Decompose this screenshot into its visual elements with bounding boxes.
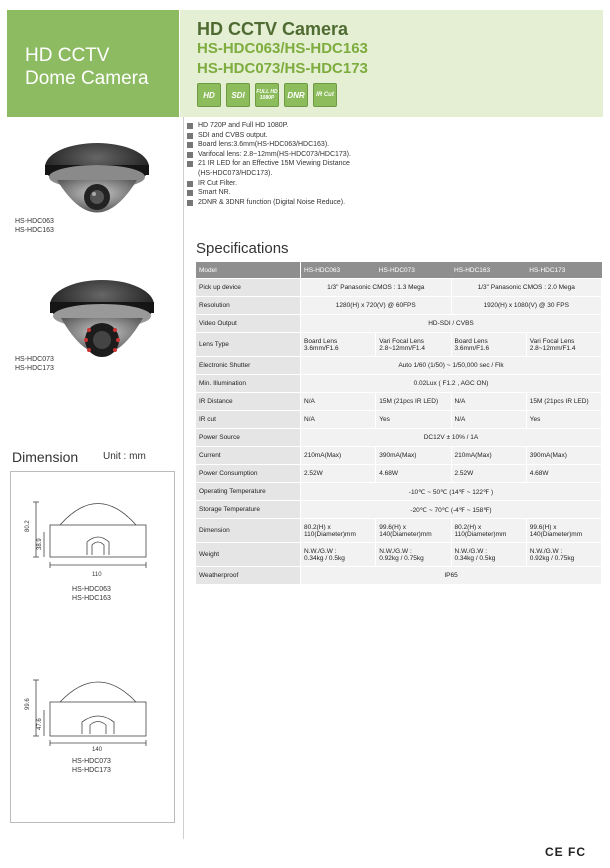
dome-camera-073-image <box>45 272 160 377</box>
dimension-labels-073: HS-HDC073 HS-HDC173 <box>72 758 111 774</box>
dim-inner-label: 38.9 <box>37 538 43 550</box>
sdi-badge-icon: SDI <box>226 83 250 107</box>
dimension-unit: Unit : mm <box>103 451 146 462</box>
feature-item: 2DNR & 3DNR function (Digital Noise Reduce). <box>187 198 351 208</box>
table-row: Electronic Shutter Auto 1/60 (1/50) ~ 1/50,000 sec / Flk <box>196 357 602 375</box>
dim-height-label: 80.2 <box>25 520 31 532</box>
table-row: Video Output HD-SDI / CVBS <box>196 315 602 333</box>
ce-fcc-certification-icon: CE FC <box>545 845 586 859</box>
feature-item: Smart NR. <box>187 188 351 198</box>
header-right-panel <box>180 10 603 117</box>
table-row: Storage Temperature -20℃ ~ 70℃ (-4℉ ~ 158℉) <box>196 501 602 519</box>
model-list-1: HS-HDC063/HS-HDC163 <box>197 40 368 57</box>
specifications-title: Specifications <box>196 240 289 257</box>
header-left-line2: Dome Camera <box>25 68 149 89</box>
table-row: Lens Type Board Lens 3.6mm/F1.6 Vari Focal Lens 2.8~12mm/F1.4 Board Lens 3.6mm/F1.6 Vari Focal Lens 2.8~12mm/F1.4 <box>196 333 602 357</box>
table-row: Pick up device 1/3" Panasonic CMOS : 1.3 Mega 1/3" Panasonic CMOS : 2.0 Mega <box>196 279 602 297</box>
dimension-title: Dimension <box>12 449 79 465</box>
product-labels-063: HS-HDC063 HS-HDC163 <box>15 218 54 234</box>
table-header-row: Model HS-HDC063 HS-HDC073 HS-HDC163 HS-HDC173 <box>196 262 602 279</box>
table-row: Current 210mA(Max) 390mA(Max) 210mA(Max) 390mA(Max) <box>196 447 602 465</box>
feature-badges <box>197 83 337 107</box>
ircut-badge-icon: IR Cut <box>313 83 337 107</box>
header-left-title <box>25 44 149 90</box>
table-row: IR Distance N/A 15M (21pcs IR LED) N/A 15M (21pcs IR LED) <box>196 393 602 411</box>
dnr-badge-icon: DNR <box>284 83 308 107</box>
hd-badge-icon: HD <box>197 83 221 107</box>
header-left-panel <box>7 10 179 117</box>
table-row: Resolution 1280(H) x 720(V) @ 60FPS 1920(H) x 1080(V) @ 30 FPS <box>196 297 602 315</box>
specifications-table <box>196 262 602 585</box>
dim-width-label: 110 <box>92 572 102 578</box>
model-list-2: HS-HDC073/HS-HDC173 <box>197 60 368 77</box>
dim-width-label: 140 <box>92 747 103 753</box>
dome-camera-063-image <box>40 135 155 235</box>
dimension-drawing-063 <box>20 492 160 582</box>
dimension-labels-063: HS-HDC063 HS-HDC163 <box>72 586 111 602</box>
feature-item: Board lens:3.6mm(HS-HDC063/HDC163). <box>187 140 351 150</box>
table-row: Power Consumption 2.52W 4.68W 2.52W 4.68W <box>196 465 602 483</box>
feature-item: SDI and CVBS output. <box>187 131 351 141</box>
table-row: Power Source DC12V ± 10% / 1A <box>196 429 602 447</box>
feature-item-continued: (HS-HDC073/HDC173). <box>198 169 273 177</box>
dim-height-label: 99.6 <box>25 698 31 710</box>
table-row: Weatherproof IP65 <box>196 567 602 585</box>
dimension-drawing-073 <box>20 672 160 754</box>
column-divider <box>183 117 184 839</box>
table-row: IR cut N/A Yes N/A Yes <box>196 411 602 429</box>
table-row: Operating Temperature -10℃ ~ 50℃ (14℉ ~ 122℉ ) <box>196 483 602 501</box>
page-title: HD CCTV Camera <box>197 19 349 39</box>
product-labels-073: HS-HDC073 HS-HDC173 <box>15 356 54 372</box>
dim-inner-label: 47.6 <box>37 718 43 730</box>
feature-item: Varifocal lens: 2.8~12mm(HS-HDC073/HDC173). <box>187 150 351 160</box>
table-row: Dimension 80.2(H) x 110(Diameter)mm 99.6(H) x 140(Diameter)mm 80.2(H) x 110(Diameter)mm 99.6(H) x 140(Diameter)mm <box>196 519 602 543</box>
table-row: Min. Illumination 0.02Lux ( F1.2 , AGC ON) <box>196 375 602 393</box>
fullhd-badge-icon: FULL HD 1080P <box>255 83 279 107</box>
feature-item: HD 720P and Full HD 1080P. <box>187 121 351 131</box>
feature-item: 21 IR LED for an Effective 15M Viewing Distance <box>187 159 351 169</box>
header-left-line1: HD CCTV <box>25 45 110 66</box>
table-row: Weight N.W./G.W : 0.34kg / 0.5kg N.W./G.W : 0.92kg / 0.75kg N.W./G.W : 0.34kg / 0.5kg N.W./G.W : 0.92kg / 0.75kg <box>196 543 602 567</box>
feature-list <box>187 121 351 207</box>
feature-item: IR Cut Filter. <box>187 179 351 189</box>
